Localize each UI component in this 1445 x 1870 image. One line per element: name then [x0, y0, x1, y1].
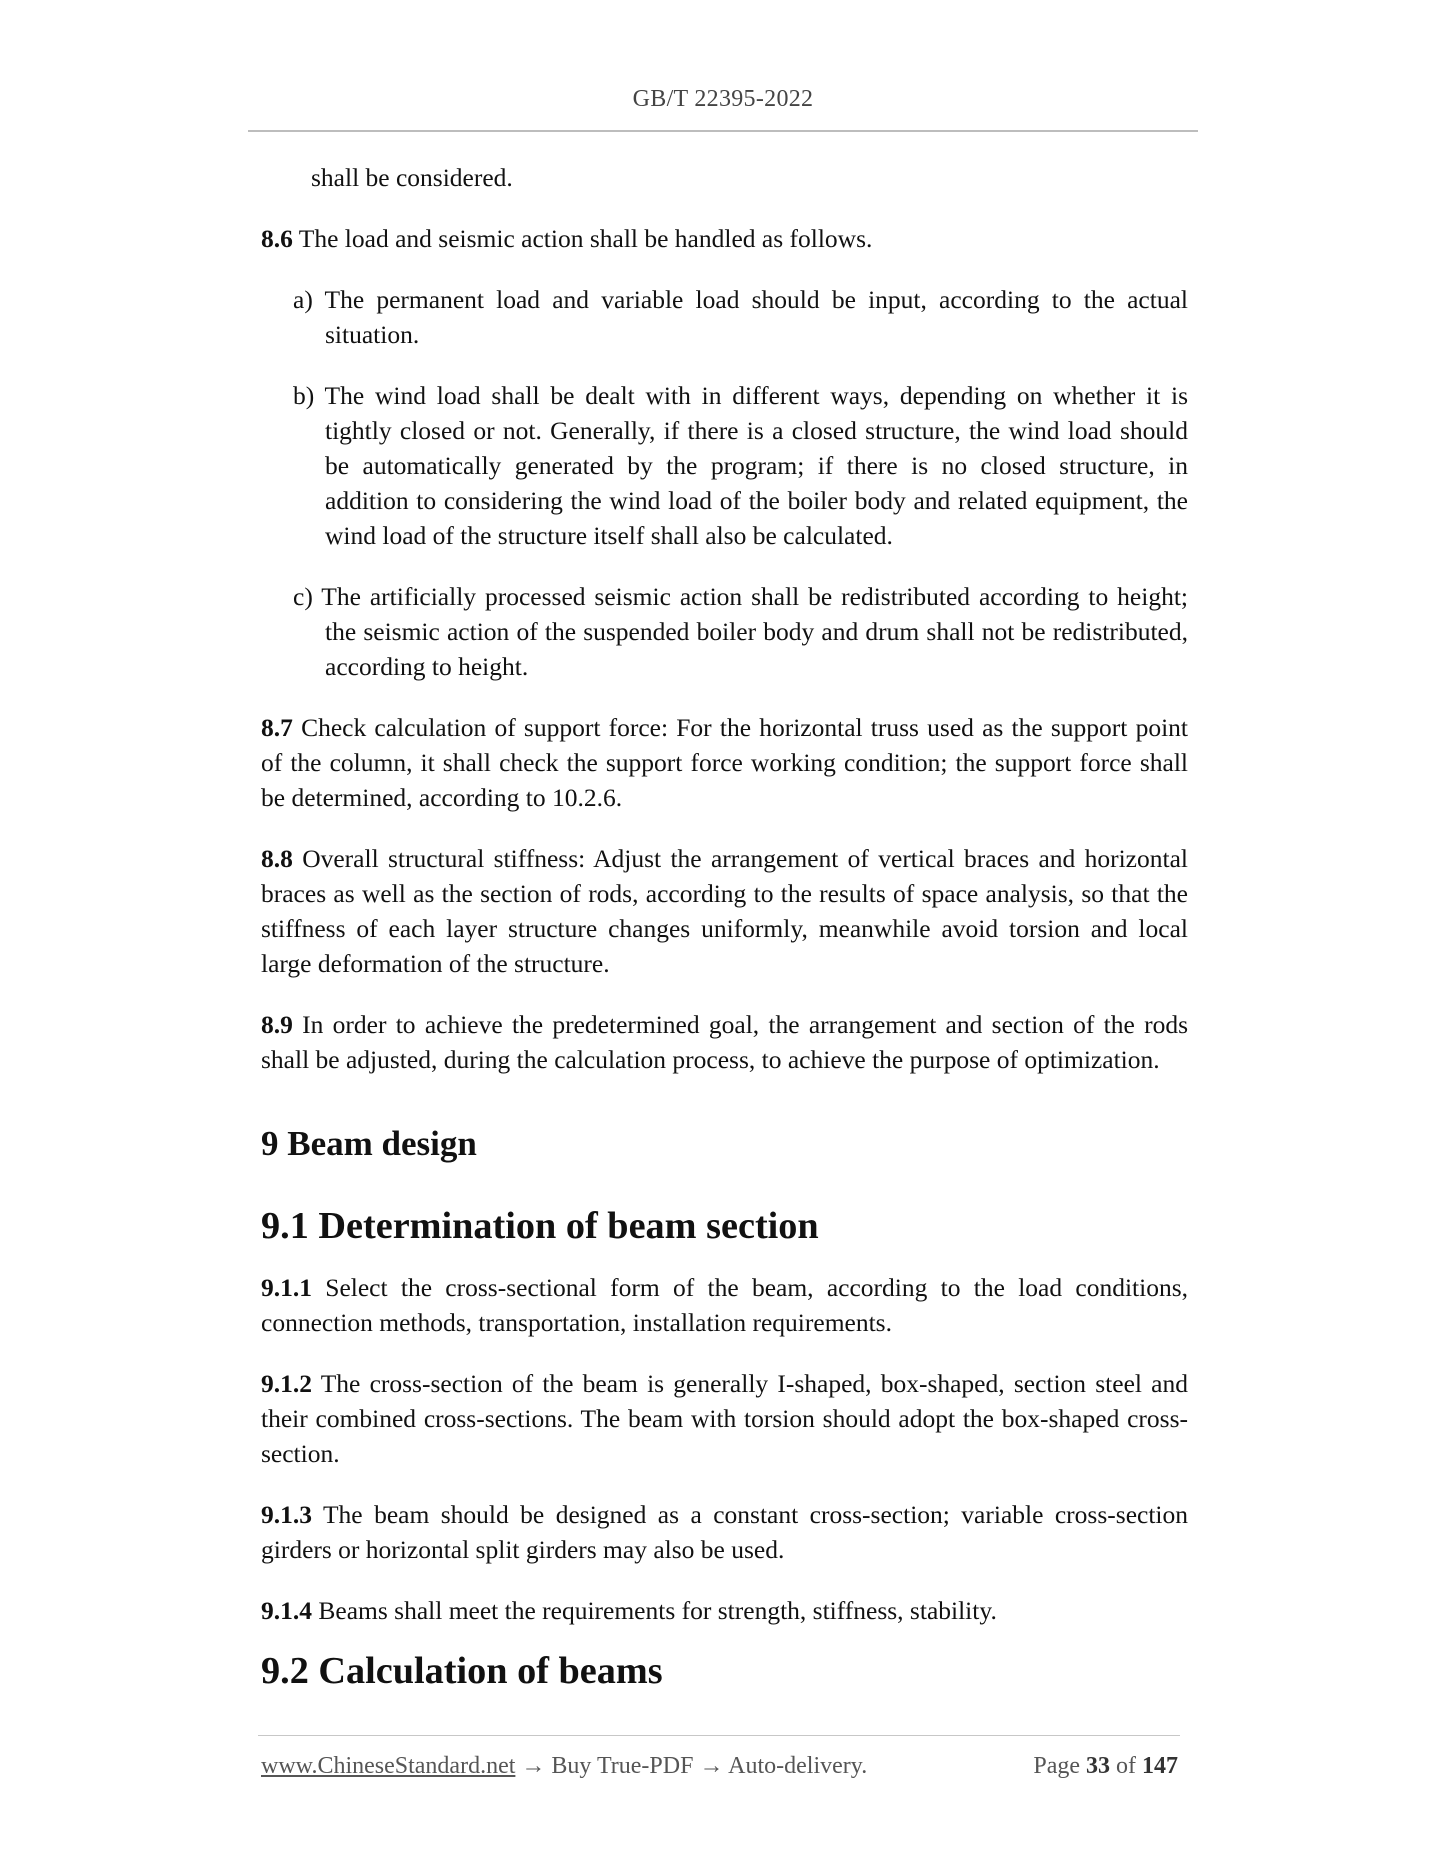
clause-8-8	[261, 841, 1188, 981]
clause-8-9	[261, 1007, 1188, 1077]
arrow-right-icon: →	[515, 1753, 552, 1779]
clause-number: 8.6	[261, 224, 293, 253]
clause-number: 8.8	[261, 844, 293, 873]
clause-text: Overall structural stiffness: Adjust the arrangement of vertical braces and horizontal braces as well as the section of rods, according to the results of space analysis, so that the stiffness of each layer structure changes uniformly, meanwhile avoid torsion and local large deformation of the structure.	[261, 844, 1188, 978]
clause-text: Beams shall meet the requirements for strength, stiffness, stability.	[312, 1596, 997, 1625]
clause-8-7	[261, 710, 1188, 815]
subsection-heading-9-2: 9.2 Calculation of beams	[261, 1650, 663, 1692]
clause-text: The load and seismic action shall be handled as follows.	[292, 224, 873, 253]
list-item-b: b) The wind load shall be dealt with in different ways, depending on whether it is tightly closed or not. Generally, if there is a closed structure, the wind load should be automatically generated by the program; if there is no closed structure, in addition to considering the wind load of the boiler body and related equipment, the wind load of the structure itself shall also be calculated.	[293, 381, 1188, 550]
running-header: GB/T 22395-2022	[632, 86, 814, 112]
clause-text: Check calculation of support force: For the horizontal truss used as the support point of the column, it shall check the support force working condition; the support force shall be determined, according to 10.2.6.	[261, 713, 1188, 812]
clause-number: 9.1.1	[261, 1273, 312, 1302]
page-content	[261, 160, 1188, 1715]
clause-9-1-2	[261, 1366, 1188, 1471]
arrow-right-icon: →	[693, 1753, 729, 1779]
page-current: 33	[1086, 1753, 1110, 1779]
website-link[interactable]: www.ChineseStandard.net	[261, 1753, 516, 1779]
clause-9-1-4	[261, 1593, 1188, 1628]
subsection-heading-9-1: 9.1 Determination of beam section	[261, 1205, 819, 1247]
page-of: of	[1110, 1753, 1142, 1779]
clause-number: 9.1.2	[261, 1369, 312, 1398]
list-item-a: a) The permanent load and variable load should be input, according to the actual situation.	[293, 285, 1188, 349]
header-divider	[248, 130, 1198, 132]
buy-pdf-text: Buy True-PDF	[551, 1753, 694, 1779]
clause-text: Select the cross-sectional form of the beam, according to the load conditions, connection methods, transportation, installation requirements.	[261, 1273, 1188, 1337]
clause-number: 8.9	[261, 1010, 293, 1039]
auto-delivery-text: Auto-delivery.	[728, 1753, 868, 1779]
footer-promo	[261, 1753, 867, 1780]
page-number	[1033, 1753, 1178, 1780]
footer-divider	[258, 1735, 1180, 1736]
clause-text: The beam should be designed as a constant cross-section; variable cross-section girders or horizontal split girders may also be used.	[261, 1500, 1188, 1564]
clause-9-1-1	[261, 1270, 1188, 1340]
clause-number: 9.1.3	[261, 1500, 312, 1529]
clause-number: 9.1.4	[261, 1596, 312, 1625]
page-total: 147	[1142, 1753, 1178, 1779]
clause-8-6	[261, 221, 1188, 256]
clause-9-1-3	[261, 1497, 1188, 1567]
list-item-c: c) The artificially processed seismic action shall be redistributed according to height; the seismic action of the suspended boiler body and drum shall not be redistributed, according to height.	[293, 582, 1188, 681]
clause-number: 8.7	[261, 713, 293, 742]
page-label: Page	[1033, 1753, 1086, 1779]
clause-text: The cross-section of the beam is generally I-shaped, box-shaped, section steel and their combined cross-sections. The beam with torsion should adopt the box-shaped cross-section.	[261, 1369, 1188, 1468]
continued-paragraph: shall be considered.	[311, 163, 513, 192]
clause-text: In order to achieve the predetermined goal, the arrangement and section of the rods shall be adjusted, during the calculation process, to achieve the purpose of optimization.	[261, 1010, 1188, 1074]
section-heading-9: 9 Beam design	[261, 1124, 477, 1163]
